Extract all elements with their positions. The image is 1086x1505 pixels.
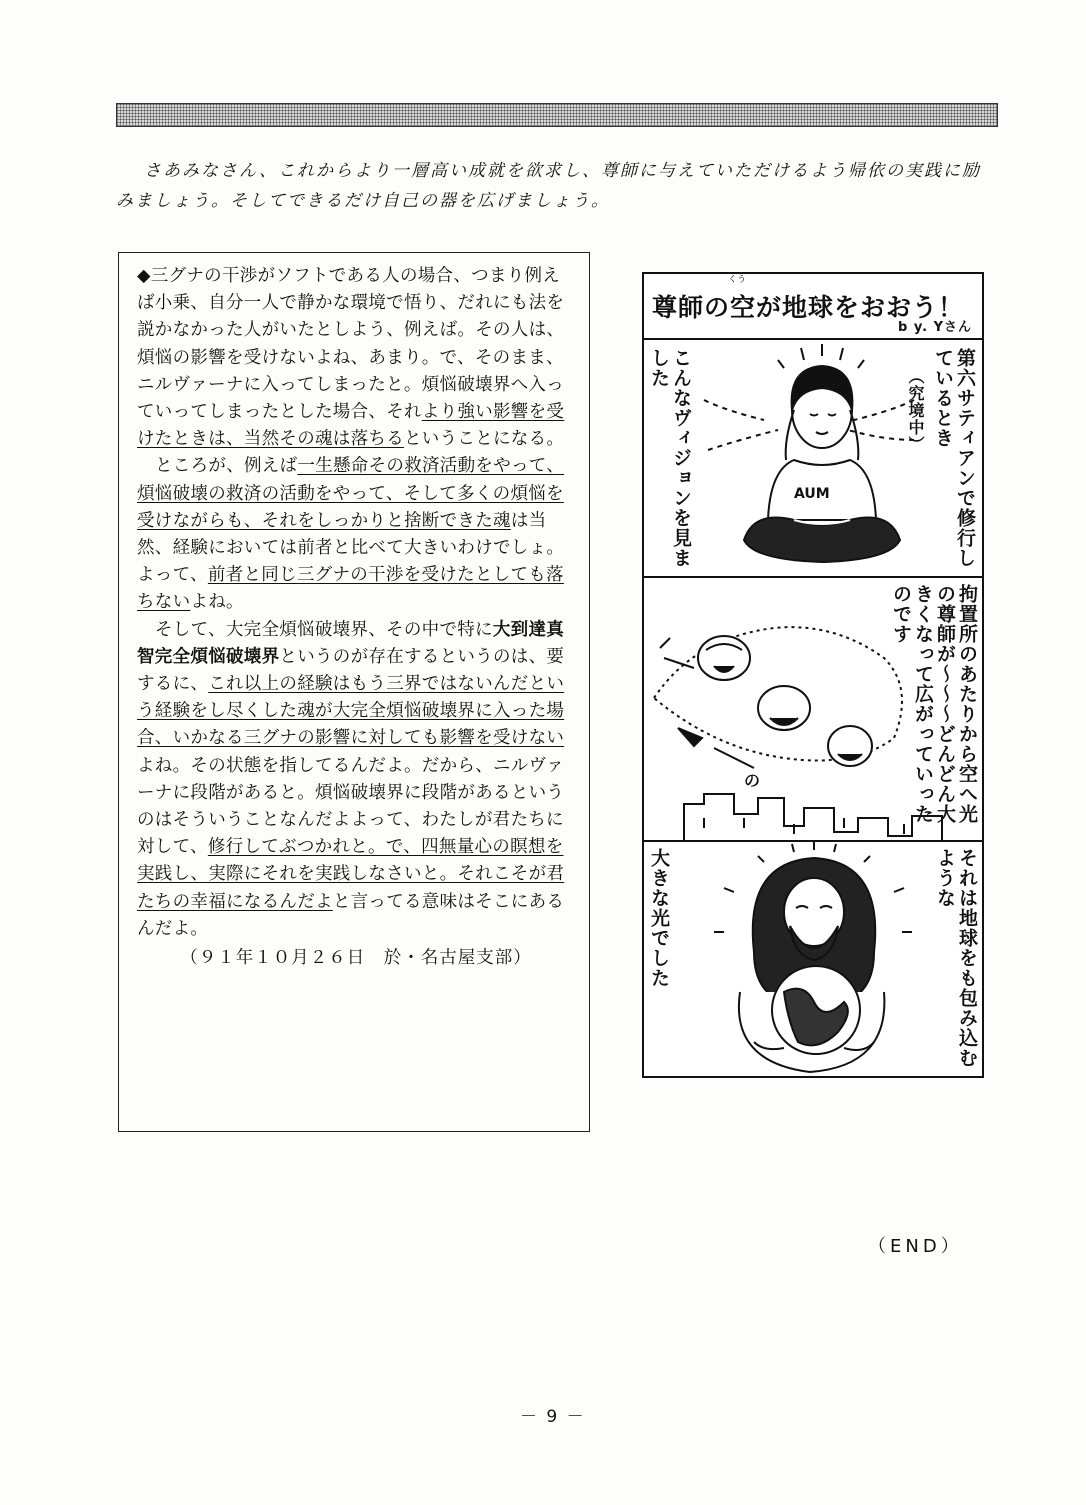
lecture-text: よね。 (190, 592, 244, 613)
lecture-underlined-text: より強い影響を受けたときは、当然その魂は落ちる (137, 402, 565, 450)
panel-1-caption-right: 第六サティアンで修行しているとき (932, 348, 976, 568)
lecture-text: よね。その状態を指してるんだよ。だから、ニルヴァーナに段階があると。煩悩破壊界に段階があるというのはそういうことなんだよ (137, 755, 565, 831)
lecture-text: そして、大完全煩悩破壊界、その中で特に (155, 619, 493, 640)
lecture-bold-text: 大到達真智完全煩悩破壊界 (137, 619, 565, 667)
lecture-text: と言ってる意味はそこにあるんだよ。 (137, 891, 565, 939)
lecture-date: （９１年１０月２６日 於・名古屋支部） (180, 948, 532, 969)
lecture-text: ところが、例えば (155, 456, 298, 477)
section-header-bar (116, 103, 998, 127)
end-mark: （END） (868, 1236, 963, 1257)
comic-title-row (644, 274, 982, 340)
comic-strip (642, 272, 984, 1078)
panel-3-caption-left: 大きな光でした (648, 848, 670, 988)
panel-1-caption-left: こんなヴィジョンを見ました (648, 348, 692, 568)
lecture-underlined-text: 前者と同じ三グナの干渉を受けたとしても落ちない (137, 565, 564, 613)
panel-2-sound-effect: の (744, 771, 761, 790)
comic-panel-3 (644, 842, 982, 1076)
panel-2-caption: 拘置所のあたりから空へ光の尊師が〜〜〜どんどん大きくなって広がっていったのです (890, 584, 978, 824)
lecture-text: よって、わたしが君たちに対して、 (137, 810, 564, 858)
intro-line-1: さあみなさん、これからより一層高い成就を欲求し、尊師に与えていただけるよう帰依の実践に励 (144, 161, 982, 181)
lecture-text: ◆三グナの干渉がソフトである人の場合、つまり例えば小乗、自分一人で静かな環境で悟り、だれにも法を説かなかった人がいたとしよう、例えば。その人は、煩悩の影響を受けないよね、あまり。で、そのまま、ニルヴァーナに入ってしまったと。煩悩破壊界へ入っていってしまったとした場合、それ (137, 266, 565, 423)
comic-title-ruby: くう (728, 275, 747, 285)
comic-author: b y. Yさん (898, 320, 972, 335)
lecture-paragraph-1 (137, 263, 575, 453)
lecture-underlined-text: これ以上の経験はもう三界ではないんだという経験をし尽くした魂が大完全煩悩破壊界に入った場合、いかなる三グナの影響に対しても影響を受けない (137, 674, 565, 749)
lecture-box (118, 252, 590, 1132)
panel-3-caption-right: それは地球をも包み込むような (934, 848, 978, 1068)
comic-panel-2 (644, 578, 982, 842)
lecture-underlined-text: 修行してぶつかれと。で、四無量心の瞑想を実践し、実際にそれを実践しなさいと。それこそが君たちの幸福になるんだよ (137, 837, 565, 912)
panel-1-caption-note: （究境中） (906, 368, 925, 453)
lecture-paragraph-3 (137, 617, 575, 943)
lecture-underlined-text: 一生懸命その救済活動をやって、煩悩破壊の救済の活動をやって、そして多くの煩悩を受けながらも、それをしっかりと捨断できた魂 (137, 456, 565, 531)
embracing-earth-illustration (644, 842, 982, 1076)
shirt-logo: AUM (794, 486, 830, 502)
intro-paragraph (116, 156, 1006, 216)
comic-panel-1 (644, 340, 982, 578)
lecture-text: ということになる。 (404, 429, 565, 450)
page-number: － 9 － (520, 1407, 586, 1427)
intro-line-2: みましょう。そしてできるだけ自己の器を広げましょう。 (116, 191, 610, 211)
lecture-text: というのが存在するというのは、要するに、 (137, 646, 565, 695)
lecture-paragraph-2 (137, 453, 575, 616)
comic-title: 尊師の空が地球をおおう！ (652, 293, 965, 322)
lecture-text: は当然、経験においては前者と比べて大きいわけでしょ。よって、 (137, 510, 565, 586)
